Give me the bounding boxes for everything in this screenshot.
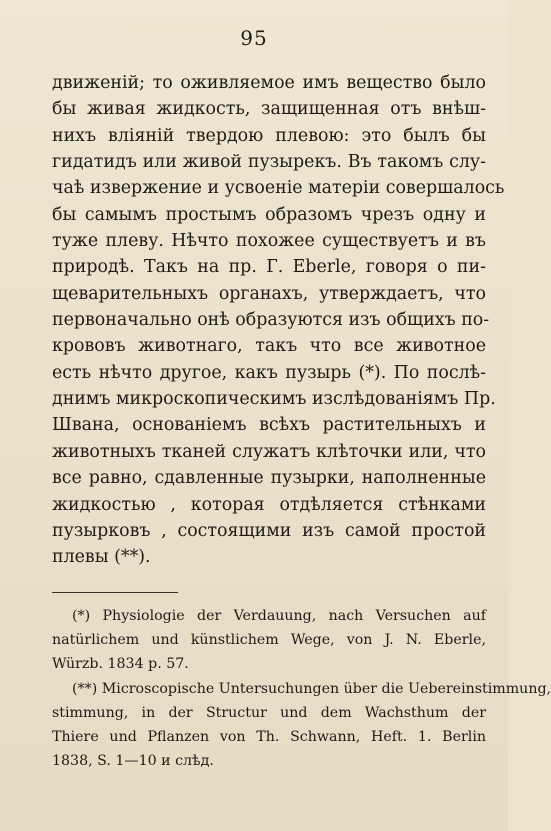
footnote-line: natürlichem und künstlichem Wege, von J. N. Eberle, (52, 632, 486, 649)
body-line: все равно, сдавленные пузырки, наполненные (52, 468, 486, 489)
body-line: движеній; то оживляемое имъ вещество было (52, 73, 486, 93)
body-line: бы живая жидкость, защищенная отъ внѣш- (52, 99, 486, 120)
body-line: крововъ животнаго, такъ что все животное (52, 336, 486, 357)
body-line: днимъ микроскопическимъ изслѣдованіямъ Пр. (52, 389, 496, 410)
footnote-line: (*) Physiologie der Verdauung, nach Versuchen auf (72, 608, 486, 624)
body-line: чаѣ извержение и усвоеніе матеріи совершалось (52, 178, 505, 199)
footnote-line: 1838, S. 1—10 и слѣд. (52, 753, 214, 770)
body-line: щеварительныхъ органахъ, утверждаетъ, что (52, 283, 486, 304)
body-line: Шванa, основаніемъ всѣхъ растительныхъ и (52, 415, 486, 436)
body-line: есть нѣчто другое, какъ пузырь (*). По послѣ- (52, 362, 486, 383)
body-text (52, 70, 505, 571)
footnote-line: (**) Microscopische Untersuchungen über die Uebereinstimmung, (72, 680, 551, 697)
body-line: бы самымъ простымъ образомъ чрезъ одну и (52, 204, 486, 225)
body-line: первоначально онѣ образуются изъ общихъ по- (52, 310, 490, 331)
footnote-line: Würzb. 1834 p. 57. (52, 656, 189, 673)
body-line: природѣ. Такъ на пр. Г. Eberle, говоря о пи- (52, 257, 486, 278)
body-line: гидатидъ или живой пузырекъ. Въ такомъ слу- (52, 152, 486, 173)
body-line: плевы (**). (52, 547, 151, 568)
footnote-divider (52, 592, 178, 593)
footnotes (52, 604, 551, 773)
body-line: туже плеву. Нѣчто похожее существуетъ и въ (52, 231, 486, 252)
body-line: жидкостью , которая отдѣляется стѣнками (52, 494, 486, 515)
page-number: 95 (240, 26, 268, 50)
body-line: животныхъ тканей служатъ клѣточки или, что (52, 441, 486, 462)
body-line: нихъ вліяній твердою плевою: это былъ бы (52, 125, 486, 146)
body-line: пузырковъ , состоящими изъ самой простой (52, 520, 486, 541)
footnote-line: Thiere und Pflanzen von Th. Schwann, Heft. 1. Berlin (52, 728, 486, 745)
footnote-line: stimmung, in der Structur und dem Wachsthum der (52, 704, 486, 721)
